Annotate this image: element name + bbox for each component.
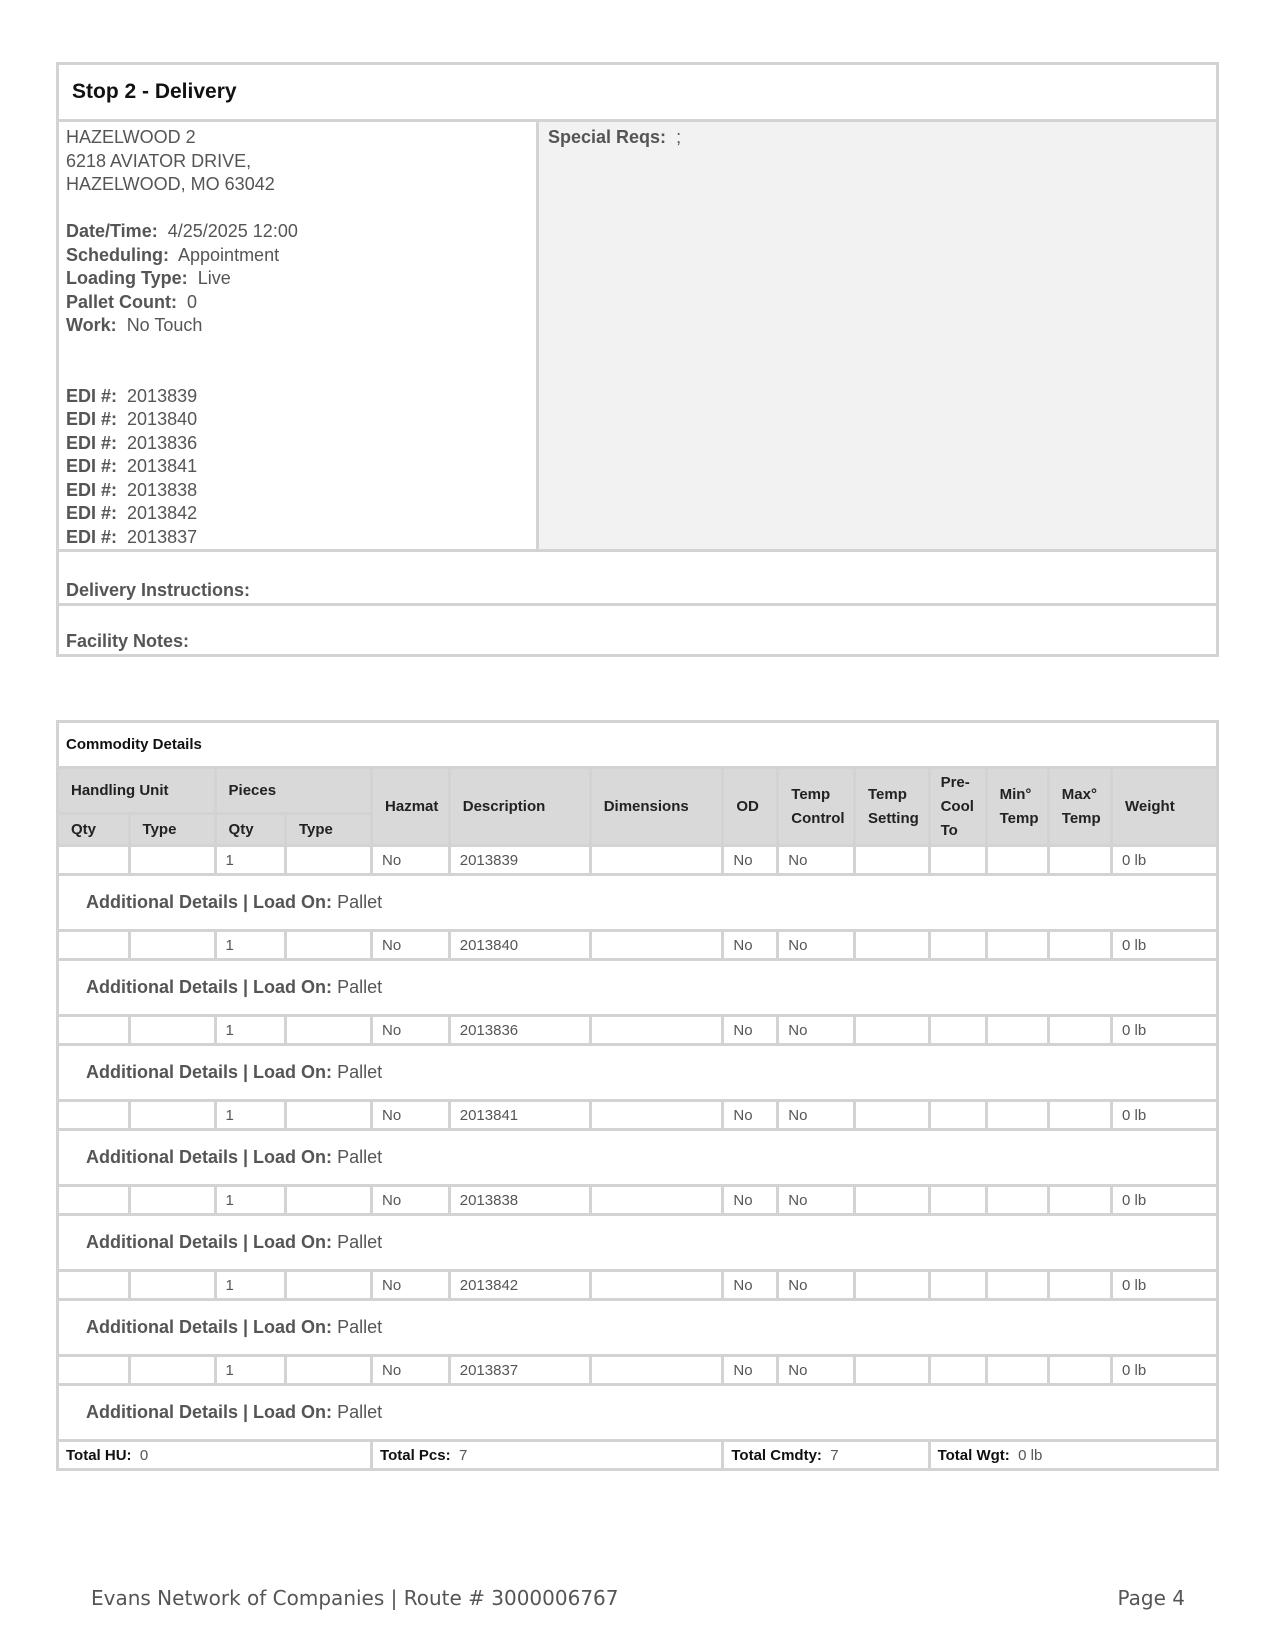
cell-min-temp [986,1356,1048,1385]
stop-box [56,62,1219,657]
additional-details: Additional Details | Load On: Pallet [58,875,1218,931]
additional-details-row [58,875,1218,931]
cell-weight: 0 lb [1112,1186,1218,1215]
cell-hu-type [129,1356,215,1385]
additional-details: Additional Details | Load On: Pallet [58,1045,1218,1101]
cell-temp-control: No [778,1356,855,1385]
cell-hu-qty [58,846,130,875]
additional-details: Additional Details | Load On: Pallet [58,960,1218,1016]
cell-hu-type [129,931,215,960]
cell-hazmat: No [372,846,450,875]
header-handling-unit: Handling Unit [58,768,216,814]
cell-hu-qty [58,931,130,960]
cell-precool [929,1271,986,1300]
cell-temp-setting [854,846,929,875]
cell-hu-type [129,1271,215,1300]
header-description: Description [449,768,590,846]
commodity-row [58,1271,1218,1300]
cell-hazmat: No [372,1356,450,1385]
cell-hazmat: No [372,1016,450,1045]
cell-max-temp [1048,1356,1111,1385]
cell-hu-qty [58,1186,130,1215]
cell-max-temp [1048,1016,1111,1045]
cell-precool [929,1356,986,1385]
stop-body [59,122,1216,552]
total-wgt: Total Wgt: 0 lb [929,1441,1217,1470]
edi-item: EDI #: 2013836 [66,432,198,453]
cell-temp-setting [854,1271,929,1300]
cell-hazmat: No [372,1101,450,1130]
cell-precool [929,1101,986,1130]
totals-row [58,1441,1218,1470]
cell-temp-control: No [778,1016,855,1045]
cell-od: No [723,1271,778,1300]
edi-item: EDI #: 2013838 [66,479,198,500]
cell-pcs-qty: 1 [215,846,285,875]
header-weight: Weight [1112,768,1218,846]
cell-pcs-qty: 1 [215,1186,285,1215]
cell-max-temp [1048,1271,1111,1300]
additional-details: Additional Details | Load On: Pallet [58,1385,1218,1441]
cell-dimensions [590,1186,723,1215]
cell-description: 2013836 [449,1016,590,1045]
stop-fields [66,220,536,338]
header-pieces: Pieces [215,768,371,814]
additional-details: Additional Details | Load On: Pallet [58,1130,1218,1186]
special-reqs-value: ; [676,127,682,147]
commodity-row [58,846,1218,875]
commodity-row [58,1356,1218,1385]
cell-dimensions [590,1356,723,1385]
cell-temp-control: No [778,846,855,875]
edi-item: EDI #: 2013841 [66,456,198,476]
cell-precool [929,931,986,960]
cell-dimensions [590,1016,723,1045]
cell-hu-qty [58,1356,130,1385]
header-pcs-type: Type [286,814,372,846]
cell-description: 2013837 [449,1356,590,1385]
stop-field: Scheduling: Appointment [66,244,280,265]
cell-description: 2013842 [449,1271,590,1300]
cell-dimensions [590,846,723,875]
cell-max-temp [1048,846,1111,875]
cell-min-temp [986,1271,1048,1300]
address-name: HAZELWOOD 2 [66,127,196,147]
edi-item: EDI #: 2013837 [66,526,198,547]
stop-details [59,122,539,549]
total-cmdty: Total Cmdty: 7 [723,1441,929,1470]
cell-hu-type [129,846,215,875]
special-reqs-panel [539,122,1216,549]
commodity-table [56,720,1219,1471]
cell-pcs-type [286,931,372,960]
cell-temp-setting [854,1356,929,1385]
stop-field: Loading Type: Live [66,268,231,288]
cell-max-temp [1048,1101,1111,1130]
cell-hu-type [129,1016,215,1045]
additional-details-row [58,960,1218,1016]
cell-min-temp [986,1101,1048,1130]
header-max-temp: Max° Temp [1048,768,1111,846]
cell-temp-setting [854,1186,929,1215]
cell-hu-qty [58,1101,130,1130]
stop-field: Work: No Touch [66,315,203,335]
delivery-instructions: Delivery Instructions: [66,580,251,600]
cell-od: No [723,846,778,875]
cell-min-temp [986,931,1048,960]
additional-details-row [58,1385,1218,1441]
cell-od: No [723,1186,778,1215]
header-hu-qty: Qty [58,814,130,846]
cell-temp-setting [854,1016,929,1045]
cell-weight: 0 lb [1112,1016,1218,1045]
commodity-title: Commodity Details [58,722,1218,768]
cell-hu-qty [58,1016,130,1045]
total-pcs: Total Pcs: 7 [372,1441,723,1470]
cell-pcs-qty: 1 [215,931,285,960]
cell-max-temp [1048,1186,1111,1215]
additional-details: Additional Details | Load On: Pallet [58,1300,1218,1356]
commodity-row [58,1101,1218,1130]
cell-description: 2013839 [449,846,590,875]
cell-min-temp [986,1186,1048,1215]
cell-description: 2013840 [449,931,590,960]
facility-notes: Facility Notes: [59,603,1216,654]
cell-dimensions [590,1271,723,1300]
special-reqs-label: Special Reqs: [548,127,667,147]
edi-item: EDI #: 2013842 [66,503,198,523]
cell-dimensions [590,1101,723,1130]
footer-page-number: Page 4 [1117,1586,1185,1610]
cell-od: No [723,1016,778,1045]
cell-pcs-qty: 1 [215,1271,285,1300]
cell-pcs-type [286,846,372,875]
cell-pcs-type [286,1186,372,1215]
header-dimensions: Dimensions [590,768,723,846]
stop-field: Date/Time: 4/25/2025 12:00 [66,221,298,241]
additional-details: Additional Details | Load On: Pallet [58,1215,1218,1271]
total-hu: Total HU: 0 [58,1441,372,1470]
stop-title: Stop 2 - Delivery [59,65,1216,122]
stop-field: Pallet Count: 0 [66,291,198,312]
cell-hazmat: No [372,1271,450,1300]
commodity-row [58,1016,1218,1045]
header-precool: Pre- Cool To [929,768,986,846]
cell-od: No [723,931,778,960]
header-hazmat: Hazmat [372,768,450,846]
commodity-row [58,1186,1218,1215]
cell-pcs-qty: 1 [215,1356,285,1385]
header-temp-setting: Temp Setting [854,768,929,846]
cell-description: 2013841 [449,1101,590,1130]
additional-details-row [58,1130,1218,1186]
cell-temp-setting [854,931,929,960]
cell-precool [929,1016,986,1045]
footer-route: Evans Network of Companies | Route # 3000006767 [91,1586,619,1610]
edi-item: EDI #: 2013839 [66,385,198,406]
additional-details-row [58,1215,1218,1271]
header-temp-control: Temp Control [778,768,855,846]
cell-hazmat: No [372,931,450,960]
edi-item: EDI #: 2013840 [66,409,198,429]
cell-weight: 0 lb [1112,846,1218,875]
cell-hu-type [129,1186,215,1215]
additional-details-row [58,1300,1218,1356]
cell-weight: 0 lb [1112,1356,1218,1385]
cell-max-temp [1048,931,1111,960]
cell-min-temp [986,1016,1048,1045]
header-min-temp: Min° Temp [986,768,1048,846]
cell-od: No [723,1356,778,1385]
cell-pcs-type [286,1356,372,1385]
cell-pcs-type [286,1101,372,1130]
cell-pcs-type [286,1016,372,1045]
commodity-rows [58,846,1218,1441]
cell-weight: 0 lb [1112,931,1218,960]
cell-pcs-type [286,1271,372,1300]
address-street: 6218 AVIATOR DRIVE, [66,150,252,171]
cell-weight: 0 lb [1112,1101,1218,1130]
cell-temp-control: No [778,1186,855,1215]
cell-hu-type [129,1101,215,1130]
header-od: OD [723,768,778,846]
header-hu-type: Type [129,814,215,846]
cell-temp-control: No [778,931,855,960]
additional-details-row [58,1045,1218,1101]
cell-pcs-qty: 1 [215,1101,285,1130]
cell-od: No [723,1101,778,1130]
cell-hazmat: No [372,1186,450,1215]
cell-pcs-qty: 1 [215,1016,285,1045]
cell-min-temp [986,846,1048,875]
cell-temp-control: No [778,1271,855,1300]
address-city: HAZELWOOD, MO 63042 [66,174,275,194]
edi-list [66,385,536,550]
cell-weight: 0 lb [1112,1271,1218,1300]
commodity-row [58,931,1218,960]
cell-description: 2013838 [449,1186,590,1215]
cell-precool [929,1186,986,1215]
header-pcs-qty: Qty [215,814,285,846]
cell-precool [929,846,986,875]
cell-hu-qty [58,1271,130,1300]
cell-temp-control: No [778,1101,855,1130]
cell-dimensions [590,931,723,960]
cell-temp-setting [854,1101,929,1130]
